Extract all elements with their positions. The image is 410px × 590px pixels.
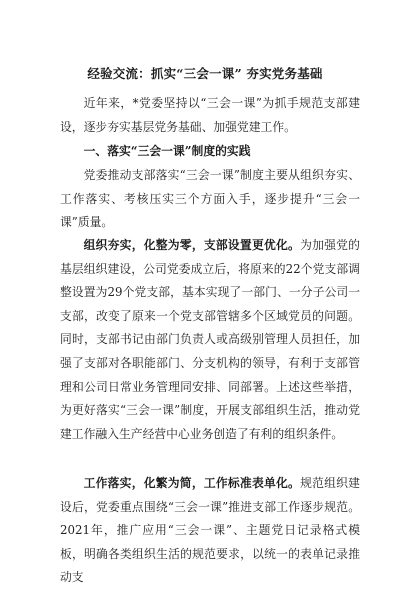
section-intro-paragraph: 党委推动支部落实“三会一课”制度主要从组织夯实、工作落实、考核压实三个方面入手，逐步提升“三会一课”质量。 xyxy=(60,168,360,230)
organization-paragraph-lead: 组织夯实，化整为零，支部设置更优化。 xyxy=(83,238,301,252)
section-heading: 一、落实“三会一课”制度的实践 xyxy=(83,144,251,158)
document-title: 经验交流：抓实“三会一课” 夯实党务基础 xyxy=(87,66,323,81)
work-paragraph xyxy=(60,472,360,590)
work-paragraph-body: 规范组织建设后，党委重点围绕“三会一课”推进支部工作逐步规范。2021年，推广应用“三会一课”、主题党日记录格式模板，明确各类组织生活的规范要求，以统一的表单记录推动支 xyxy=(60,476,360,585)
intro-paragraph: 近年来，*党委坚持以“三会一课”为抓手规范支部建设，逐步夯实基层党务基础、加强党建工作。 xyxy=(60,96,360,134)
organization-paragraph xyxy=(60,234,360,446)
work-paragraph-lead: 工作落实，化繁为简，工作标准表单化。 xyxy=(83,476,301,490)
organization-paragraph-body: 为加强党的基层组织建设，公司党委成立后，将原来的22个党支部调整设置为29个党支部，基本实现了一部门、一分子公司一支部，改变了原来一个党支部管辖多个区域党员的问题。同时，支部书记由部门负责人或高级别管理人员担任，加强了支部对各职能部门、分支机构的领导，有利于支部管理和公司日常业务管理同安排、同部署。上述这些举措，为更好落实“三会一课”制度，开展支部组织生活，推动党建工作融入生产经营中心业务创造了有利的组织条件。 xyxy=(60,238,360,441)
